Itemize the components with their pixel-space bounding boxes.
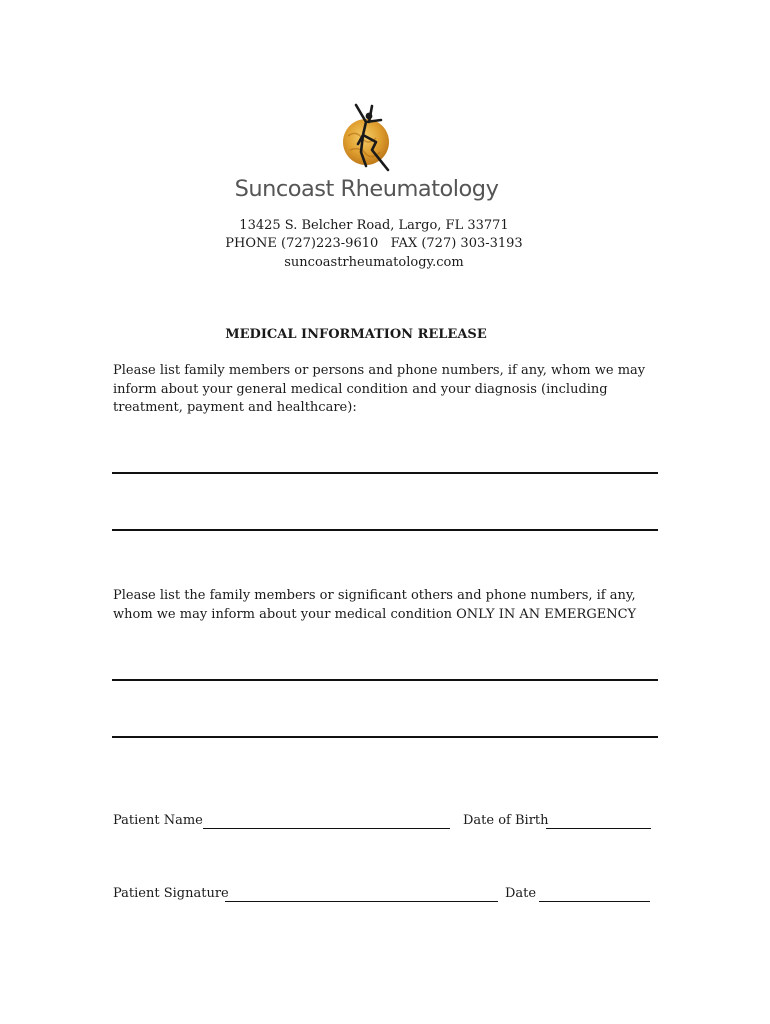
signature-label: Patient Signature: [113, 886, 229, 901]
section2-entry-line-1[interactable]: [112, 679, 658, 681]
patient-name-label: Patient Name: [113, 813, 203, 828]
section1-entry-line-1[interactable]: [112, 472, 658, 474]
section2-entry-line-2[interactable]: [112, 736, 658, 738]
date-field[interactable]: [539, 901, 650, 902]
section1-entry-line-2[interactable]: [112, 529, 658, 531]
section1-line: Please list family members or persons and phone numbers, if any, whom we may: [113, 363, 646, 378]
section2-instructions: [113, 587, 673, 624]
signature-field[interactable]: [225, 901, 498, 902]
address-line: 13425 S. Belcher Road, Largo, FL 33771: [239, 218, 509, 233]
phone-fax-line: PHONE (727)223-9610 FAX (727) 303-3193: [225, 236, 523, 251]
section1-instructions: [113, 362, 673, 418]
suncoast-logo: [336, 100, 400, 180]
form-title: MEDICAL INFORMATION RELEASE: [225, 327, 487, 342]
date-label: Date: [505, 886, 537, 901]
section2-line: whom we may inform about your medical condition ONLY IN AN EMERGENCY: [113, 606, 637, 622]
website-line: suncoastrheumatology.com: [284, 255, 464, 270]
section1-line: inform about your general medical condition and your diagnosis (including: [113, 381, 608, 397]
dob-field[interactable]: [546, 828, 651, 829]
section2-line: Please list the family members or significant others and phone numbers, if any,: [113, 588, 636, 603]
brand-name: Suncoast Rheumatology: [234, 176, 499, 202]
section1-line: treatment, payment and healthcare):: [113, 400, 357, 415]
dob-label: Date of Birth: [463, 813, 549, 828]
figure-head-shape: [366, 113, 373, 120]
patient-name-field[interactable]: [203, 828, 450, 829]
